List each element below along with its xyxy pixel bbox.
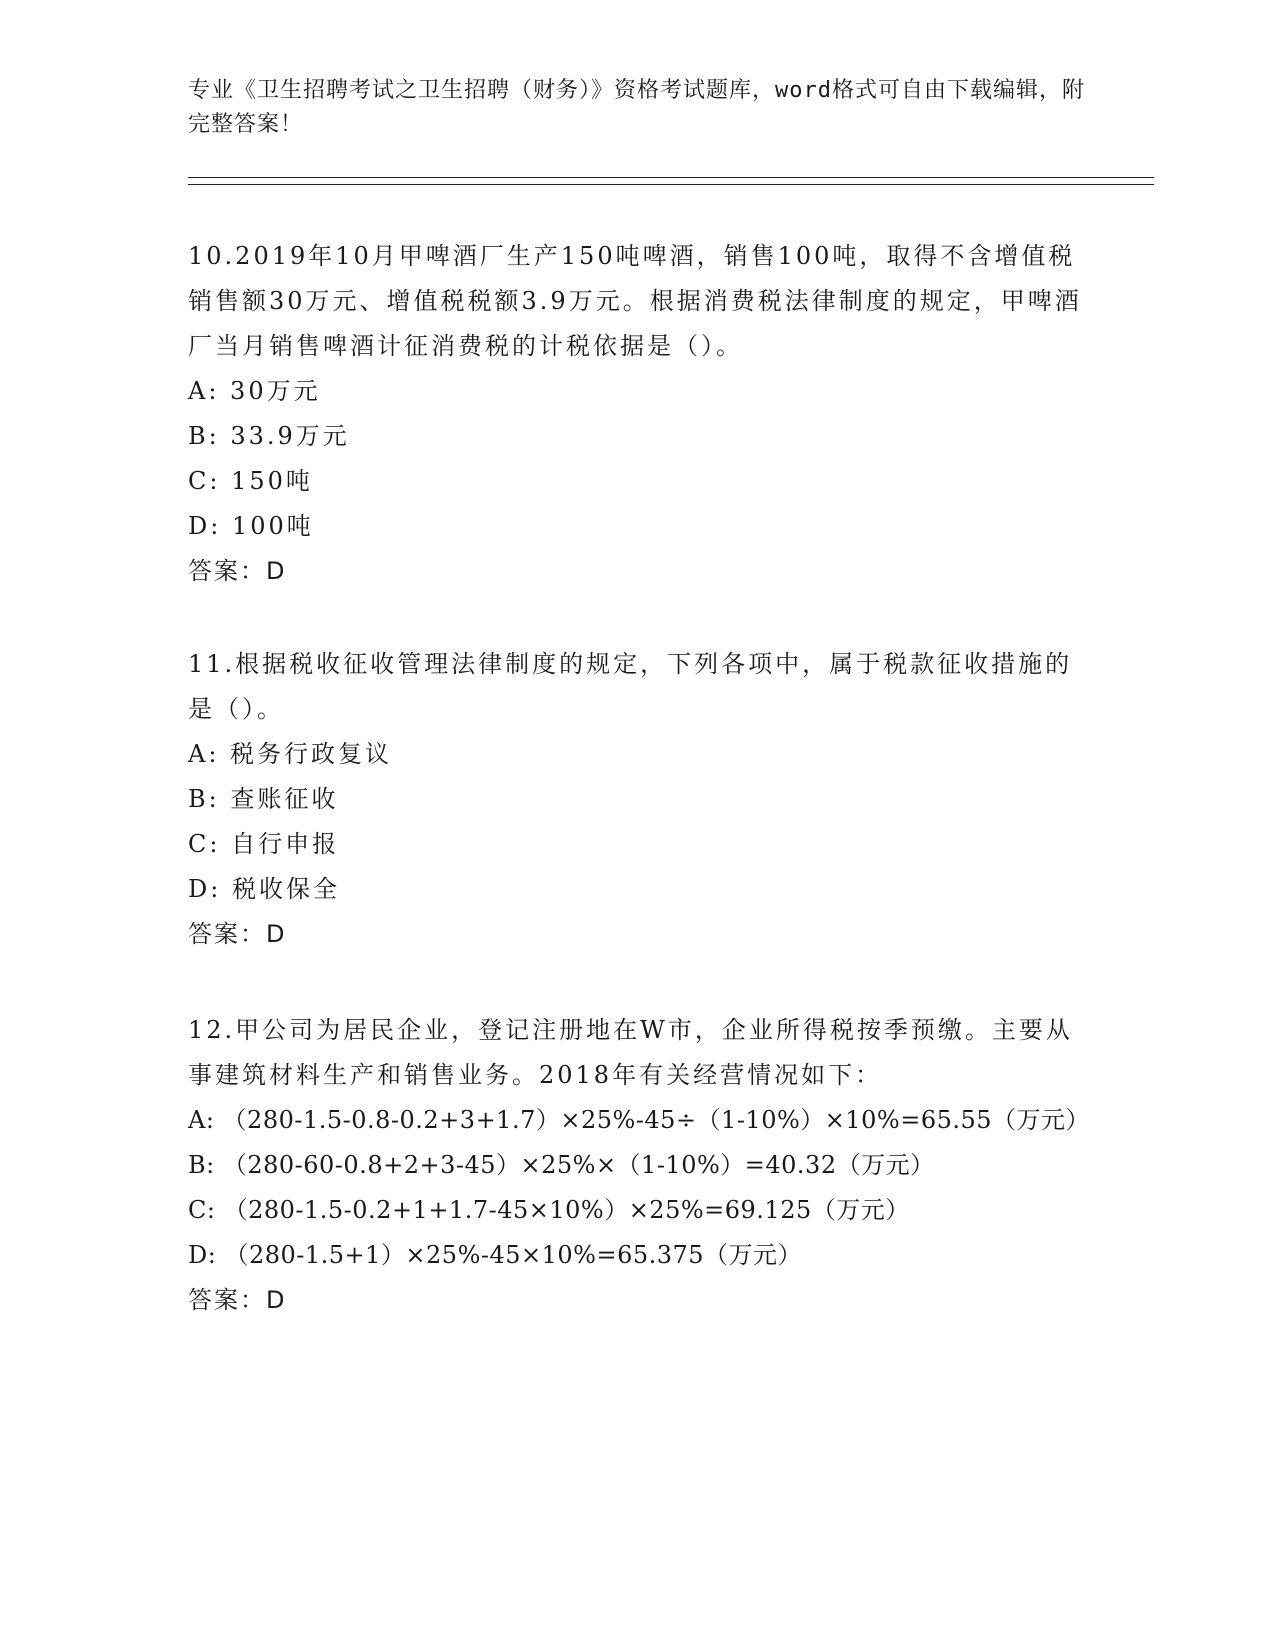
option-b: B: 查账征收 (188, 785, 339, 813)
question-stem: 12.甲公司为居民企业，登记注册地在W市，企业所得税按季预缴。主要从事建筑材料生产和销售业务。2018年有关经营情况如下： (188, 1016, 1073, 1089)
option-a: A: 30万元 (188, 377, 321, 405)
answer-line: 答案：D (188, 920, 287, 948)
question-stem: 11.根据税收征收管理法律制度的规定，下列各项中，属于税款征收措施的是（）。 (188, 650, 1073, 723)
option-c: C: 自行申报 (188, 830, 340, 858)
option-c: C: 150吨 (188, 467, 313, 495)
answer-line: 答案：D (188, 1286, 287, 1314)
answer-line: 答案：D (188, 557, 287, 585)
option-c: C: （280-1.5-0.2+1+1.7-45×10%）×25%=69.125（万元） (188, 1196, 910, 1224)
option-a: A: 税务行政复议 (188, 740, 393, 768)
option-d: D: 税收保全 (188, 875, 340, 903)
option-a: A: （280-1.5-0.8-0.2+3+1.7）×25%-45÷（1-10%）×10%=65.55（万元） (188, 1106, 1091, 1134)
option-b: B: 33.9万元 (188, 422, 350, 450)
question-10 (188, 234, 1088, 594)
option-d: D: （280-1.5+1）×25%-45×10%=65.375（万元） (188, 1241, 803, 1269)
option-b: B: （280-60-0.8+2+3-45）×25%×（1-10%）=40.32（万元） (188, 1151, 935, 1179)
question-12 (188, 1008, 1091, 1323)
question-stem: 10.2019年10月甲啤酒厂生产150吨啤酒，销售100吨，取得不含增值税销售额30万元、增值税税额3.9万元。根据消费税法律制度的规定，甲啤酒厂当月销售啤酒计征消费税的计税依据是（）。 (188, 242, 1082, 360)
option-d: D: 100吨 (188, 512, 314, 540)
question-11 (188, 642, 1088, 957)
header-divider (188, 177, 1154, 185)
document-header: 专业《卫生招聘考试之卫生招聘（财务）》资格考试题库，word格式可自由下载编辑，附完整答案！ (188, 78, 1085, 137)
